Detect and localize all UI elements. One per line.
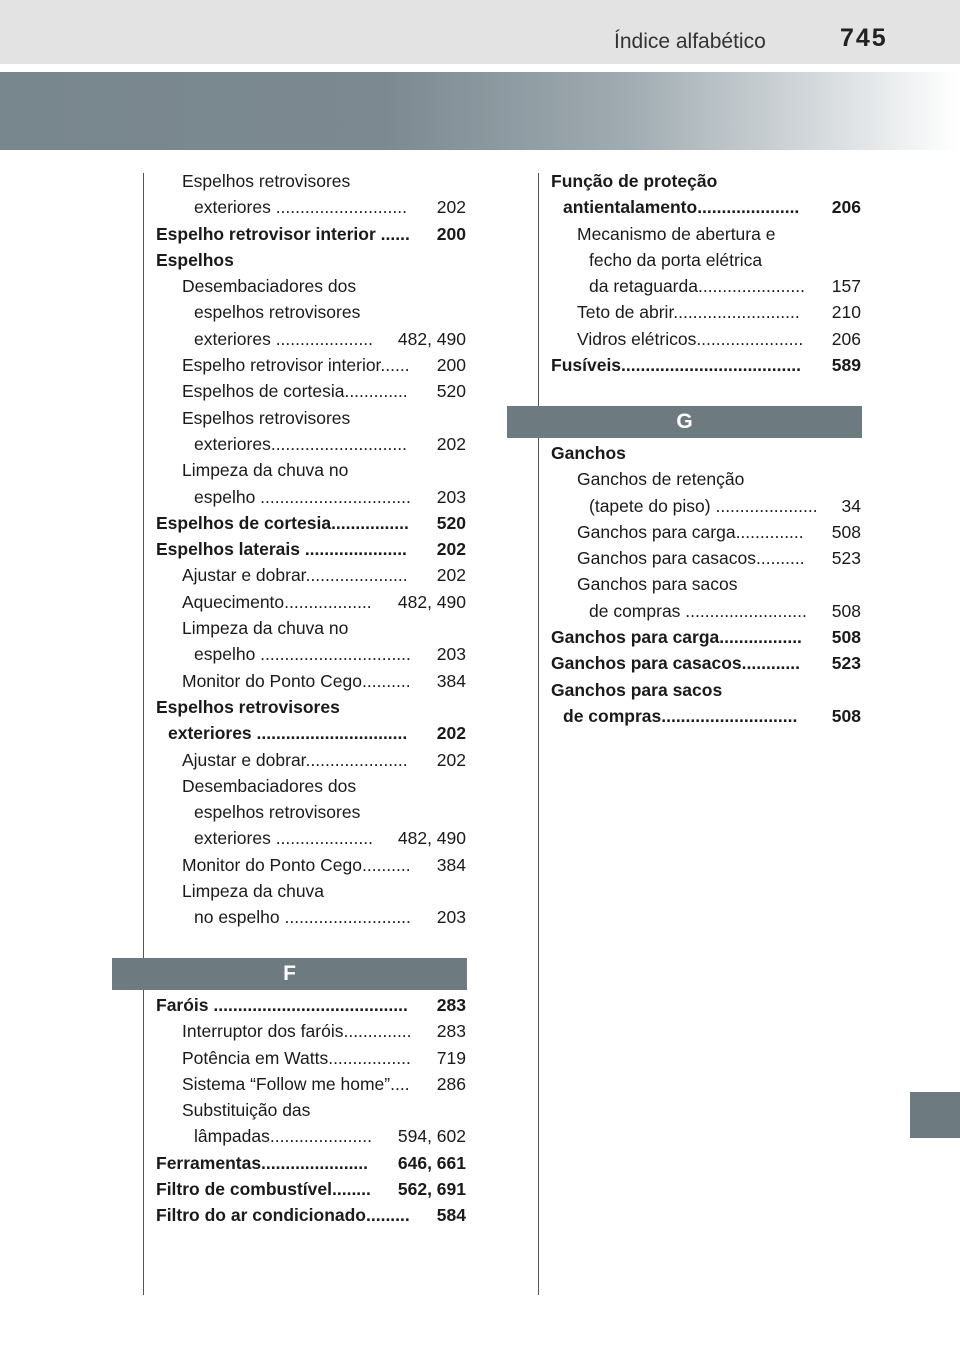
entry-page-ref: 523	[831, 545, 861, 571]
entry-page-ref: 508	[831, 624, 861, 650]
entry-page-ref: 482, 490	[397, 825, 466, 851]
entry-page-ref: 594, 602	[397, 1123, 466, 1149]
header-banner	[0, 72, 960, 150]
entry-term: Ganchos para casacos..........	[577, 548, 805, 569]
index-entry	[156, 431, 466, 457]
entry-term: Espelhos	[156, 249, 234, 270]
entry-term: de compras .........................	[589, 600, 807, 621]
index-entry	[551, 598, 861, 624]
index-entry	[551, 326, 861, 352]
entry-page-ref: 202	[436, 536, 466, 562]
entry-list-f	[156, 992, 466, 1229]
index-entry	[156, 1097, 466, 1123]
entry-page-ref: 210	[831, 299, 861, 325]
index-entry	[156, 1150, 466, 1176]
entry-page-ref: 523	[831, 650, 861, 676]
entry-term: Ganchos para sacos	[551, 679, 723, 700]
entry-page-ref: 203	[436, 641, 466, 667]
entry-term: Espelhos retrovisores	[156, 696, 340, 717]
entry-term: Ganchos para sacos	[577, 574, 738, 595]
entry-term: de compras............................	[563, 705, 798, 726]
page-title: Índice alfabético	[614, 30, 766, 53]
entry-term: antientalamento.....................	[563, 197, 800, 218]
index-entry	[551, 624, 861, 650]
index-entry	[156, 589, 466, 615]
index-entry	[551, 247, 861, 273]
entry-page-ref: 508	[831, 598, 861, 624]
entry-term: lâmpadas.....................	[194, 1126, 372, 1147]
entry-term: Ganchos	[551, 443, 626, 463]
index-entry	[156, 1071, 466, 1097]
index-entry	[156, 668, 466, 694]
entry-term: fecho da porta elétrica	[589, 249, 763, 270]
entry-list-right	[551, 168, 861, 378]
section-g-entries	[551, 440, 861, 729]
entry-term: Fusíveis.....................................	[551, 355, 801, 376]
entry-page-ref: 508	[831, 703, 861, 729]
entry-term: espelhos retrovisores	[194, 302, 361, 323]
entry-term: exteriores ....................	[194, 328, 373, 349]
index-entry	[551, 466, 861, 492]
index-entry	[156, 352, 466, 378]
index-entry	[156, 299, 466, 325]
index-entry	[551, 493, 861, 519]
page-header-bar	[0, 0, 960, 64]
entry-term: Limpeza da chuva no	[182, 460, 349, 481]
entry-term: Substituição das	[182, 1100, 311, 1121]
entry-page-ref: 200	[436, 221, 466, 247]
index-entry	[156, 878, 466, 904]
entry-page-ref: 384	[436, 668, 466, 694]
index-entry	[156, 1123, 466, 1149]
entry-term: exteriores............................	[194, 433, 407, 454]
index-entry	[551, 273, 861, 299]
entry-term: Monitor do Ponto Cego..........	[182, 854, 411, 875]
entry-page-ref: 482, 490	[397, 326, 466, 352]
entry-list-left	[156, 168, 466, 931]
index-entry	[156, 852, 466, 878]
index-entry	[156, 168, 466, 194]
index-entry	[551, 221, 861, 247]
index-entry	[156, 1045, 466, 1071]
entry-term: Ganchos para casacos............	[551, 653, 800, 674]
entry-term: Limpeza da chuva no	[182, 618, 349, 639]
entry-page-ref: 482, 490	[397, 589, 466, 615]
index-entry	[156, 694, 466, 720]
index-entry	[551, 194, 861, 220]
index-entry	[156, 273, 466, 299]
index-entry	[551, 352, 861, 378]
entry-term: Espelho retrovisor interior ......	[156, 223, 410, 244]
column-divider-middle	[538, 173, 539, 1295]
index-entry	[156, 510, 466, 536]
entry-page-ref: 520	[436, 378, 466, 404]
index-entry	[156, 641, 466, 667]
index-entry	[156, 484, 466, 510]
entry-page-ref: 34	[841, 493, 861, 519]
entry-term: Espelhos laterais .....................	[156, 539, 407, 560]
entry-term: Ajustar e dobrar.....................	[182, 565, 408, 586]
entry-page-ref: 384	[436, 852, 466, 878]
index-entry	[551, 650, 861, 676]
entry-page-ref: 202	[436, 720, 466, 746]
index-column-left	[156, 168, 466, 931]
index-entry	[156, 562, 466, 588]
entry-term: Desembaciadores dos	[182, 276, 357, 297]
index-entry	[156, 747, 466, 773]
entry-page-ref: 202	[436, 562, 466, 588]
entry-term: (tapete do piso) .....................	[589, 495, 818, 516]
index-entry	[551, 440, 861, 466]
entry-page-ref: 562, 691	[397, 1176, 466, 1202]
index-entry	[156, 247, 466, 273]
section-f-entries	[156, 992, 466, 1229]
index-entry	[156, 221, 466, 247]
entry-page-ref: 206	[831, 326, 861, 352]
entry-term: Espelhos de cortesia.............	[182, 381, 408, 402]
entry-term: da retaguarda......................	[589, 276, 805, 297]
entry-page-ref: 286	[436, 1071, 466, 1097]
entry-term: espelho ...............................	[194, 486, 411, 507]
entry-page-ref: 520	[436, 510, 466, 536]
entry-page-ref: 202	[436, 431, 466, 457]
entry-term: Desembaciadores dos	[182, 775, 357, 796]
index-entry	[156, 378, 466, 404]
entry-term: Ganchos para carga.................	[551, 627, 802, 648]
entry-page-ref: 508	[831, 519, 861, 545]
entry-term: Teto de abrir..........................	[577, 302, 800, 323]
index-entry	[156, 992, 466, 1018]
column-divider-left	[143, 173, 144, 1295]
index-entry	[551, 299, 861, 325]
entry-term: espelho ...............................	[194, 644, 411, 665]
index-entry	[551, 571, 861, 597]
entry-page-ref: 203	[436, 484, 466, 510]
entry-term: Limpeza da chuva	[182, 881, 325, 902]
entry-page-ref: 584	[436, 1202, 466, 1228]
entry-term: Sistema “Follow me home”....	[182, 1073, 410, 1094]
section-header-g: G	[507, 406, 862, 438]
entry-term: exteriores ....................	[194, 828, 373, 849]
section-header-f: F	[112, 958, 467, 990]
entry-term: Aquecimento..................	[182, 591, 372, 612]
entry-term: Ajustar e dobrar.....................	[182, 749, 408, 770]
entry-page-ref: 283	[436, 992, 466, 1018]
index-entry	[156, 1176, 466, 1202]
entry-term: Mecanismo de abertura e	[577, 223, 776, 244]
index-thumb-tab	[910, 1092, 960, 1138]
entry-term: Espelho retrovisor interior......	[182, 355, 410, 376]
entry-page-ref: 202	[436, 747, 466, 773]
entry-page-ref: 157	[831, 273, 861, 299]
index-entry	[156, 720, 466, 746]
index-column-right	[551, 168, 861, 378]
index-entry	[156, 326, 466, 352]
entry-term: Vidros elétricos......................	[577, 328, 804, 349]
entry-term: Função de proteção	[551, 171, 718, 191]
entry-term: Potência em Watts.................	[182, 1047, 411, 1068]
entry-term: exteriores ...............................	[168, 723, 408, 744]
entry-page-ref: 200	[436, 352, 466, 378]
entry-page-ref: 203	[436, 904, 466, 930]
index-entry	[156, 405, 466, 431]
entry-page-ref: 202	[436, 194, 466, 220]
index-entry	[156, 536, 466, 562]
entry-page-ref: 719	[436, 1045, 466, 1071]
entry-term: Espelhos de cortesia................	[156, 512, 409, 533]
index-entry	[156, 825, 466, 851]
index-entry	[156, 773, 466, 799]
entry-term: Filtro do ar condicionado.........	[156, 1205, 410, 1226]
index-entry	[551, 545, 861, 571]
index-entry	[551, 168, 861, 194]
entry-page-ref: 646, 661	[397, 1150, 466, 1176]
entry-term: no espelho ..........................	[194, 907, 411, 928]
index-entry	[156, 194, 466, 220]
entry-term: Filtro de combustível........	[156, 1179, 371, 1200]
entry-page-ref: 206	[831, 194, 861, 220]
index-entry	[156, 1018, 466, 1044]
entry-term: Ganchos de retenção	[577, 469, 745, 490]
entry-term: Ganchos para carga..............	[577, 521, 804, 542]
entry-term: Espelhos retrovisores	[182, 407, 351, 428]
page-number: 745	[840, 24, 888, 52]
index-entry	[156, 615, 466, 641]
entry-term: Espelhos retrovisores	[182, 171, 351, 191]
index-entry	[156, 1202, 466, 1228]
index-entry	[156, 904, 466, 930]
entry-list-g	[551, 440, 861, 729]
entry-term: Ferramentas......................	[156, 1152, 369, 1173]
entry-term: espelhos retrovisores	[194, 802, 361, 823]
entry-term: Interruptor dos faróis..............	[182, 1021, 412, 1042]
index-entry	[156, 457, 466, 483]
index-entry	[551, 677, 861, 703]
index-entry	[156, 799, 466, 825]
entry-term: Faróis ........................................	[156, 995, 408, 1015]
entry-page-ref: 589	[831, 352, 861, 378]
entry-page-ref: 283	[436, 1018, 466, 1044]
index-entry	[551, 703, 861, 729]
index-entry	[551, 519, 861, 545]
entry-term: Monitor do Ponto Cego..........	[182, 670, 411, 691]
entry-term: exteriores ...........................	[194, 197, 407, 218]
